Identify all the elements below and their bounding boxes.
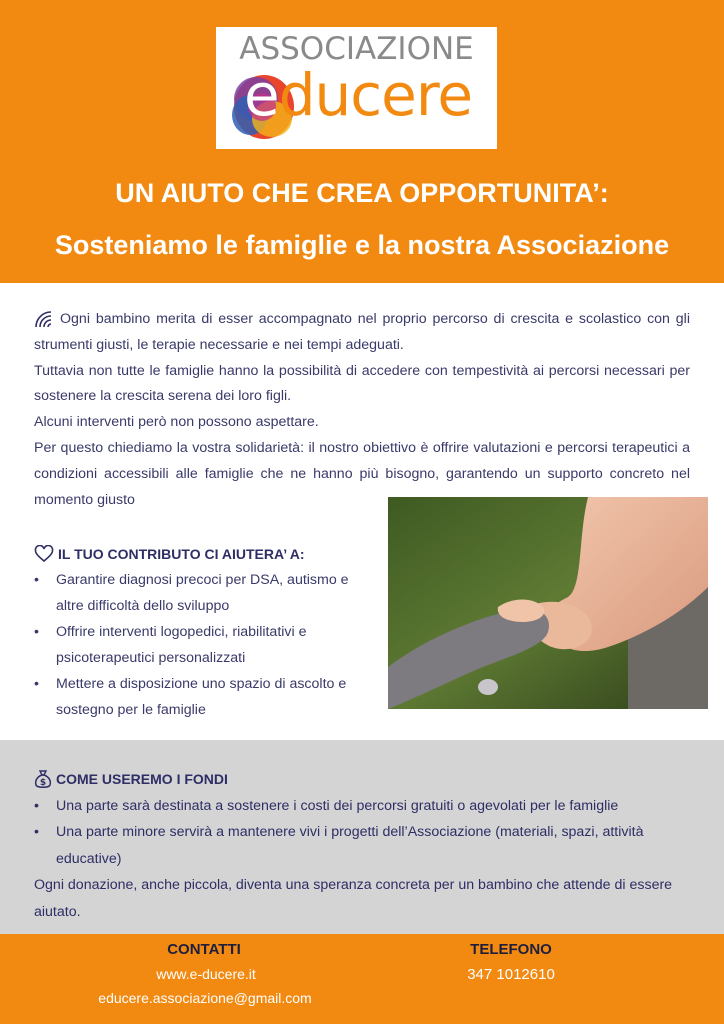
funds-item: • Una parte sarà destinata a sostenere i costi dei percorsi gratuiti o agevolati per le famiglie: [34, 793, 694, 820]
phone-label: TELEFONO: [470, 941, 552, 958]
intro-paragraph-1: Ogni bambino merita di esser accompagnato nel proprio percorso di crescita e scolastico con gli strumenti giusti, le terapie necessarie e nei tempi adeguati.: [34, 311, 690, 353]
contribution-heading: IL TUO CONTRIBUTO CI AIUTERA’ A:: [34, 541, 376, 567]
funds-section: [34, 766, 694, 925]
funds-heading: $ COME USEREMO I FONDI: [34, 766, 694, 793]
heart-outline-icon: [34, 545, 54, 563]
logo-name-rest: ducere: [278, 61, 473, 129]
contribution-item: • Offrire interventi logopedici, riabilitativi e psicoterapeutici personalizzati: [34, 619, 376, 671]
logo-association-text: ASSOCIAZIONE: [239, 31, 474, 67]
contribution-item: • Mettere a disposizione uno spazio di ascolto e sostegno per le famiglie: [34, 671, 376, 723]
email-link[interactable]: educere.associazione@gmail.com: [98, 990, 312, 1006]
rainbow-arcs-icon: [34, 310, 56, 328]
contacts-label: CONTATTI: [167, 941, 241, 958]
intro-paragraph-3: Alcuni interventi però non possono aspettare.: [34, 414, 319, 431]
logo-name: [244, 61, 472, 129]
hands-photo: [388, 497, 708, 709]
contribution-item: • Garantire diagnosi precoci per DSA, autismo e altre difficoltà dello sviluppo: [34, 567, 376, 619]
hands-photo-illustration: [388, 497, 708, 709]
funds-closing: Ogni donazione, anche piccola, diventa una speranza concreta per un bambino che attende di essere aiutato.: [34, 877, 673, 920]
intro-paragraph-2: Tuttavia non tutte le famiglie hanno la possibilità di accedere con tempestività ai percorsi necessari per sostenere la crescita serena dei loro figli.: [34, 362, 690, 405]
phone-number[interactable]: 347 1012610: [467, 966, 555, 983]
intro-text: [34, 307, 690, 513]
logo: [216, 27, 497, 149]
footer-band: [0, 934, 724, 1024]
contribution-section: [34, 541, 376, 723]
funds-item: • Una parte minore servirà a mantenere vivi i progetti dell’Associazione (materiali, spazi, attività educative): [34, 819, 694, 872]
logo-name-first: e: [244, 61, 279, 129]
title-line-2: Sosteniamo le famiglie e la nostra Associazione: [54, 230, 670, 260]
svg-text:$: $: [39, 778, 47, 789]
website-link[interactable]: www.e-ducere.it: [156, 966, 256, 982]
title-line-1: UN AIUTO CHE CREA OPPORTUNITA’:: [115, 178, 609, 208]
intro-paragraph-4: Per questo chiediamo la vostra solidarietà: il nostro obiettivo è offrire valutazioni e percorsi terapeutici a condizioni accessibili alle famiglie che ne hanno più bisogno, garantendo un supporto concreto nel momento giusto: [34, 439, 690, 508]
money-bag-icon: [34, 769, 52, 789]
header-band: [0, 0, 724, 283]
